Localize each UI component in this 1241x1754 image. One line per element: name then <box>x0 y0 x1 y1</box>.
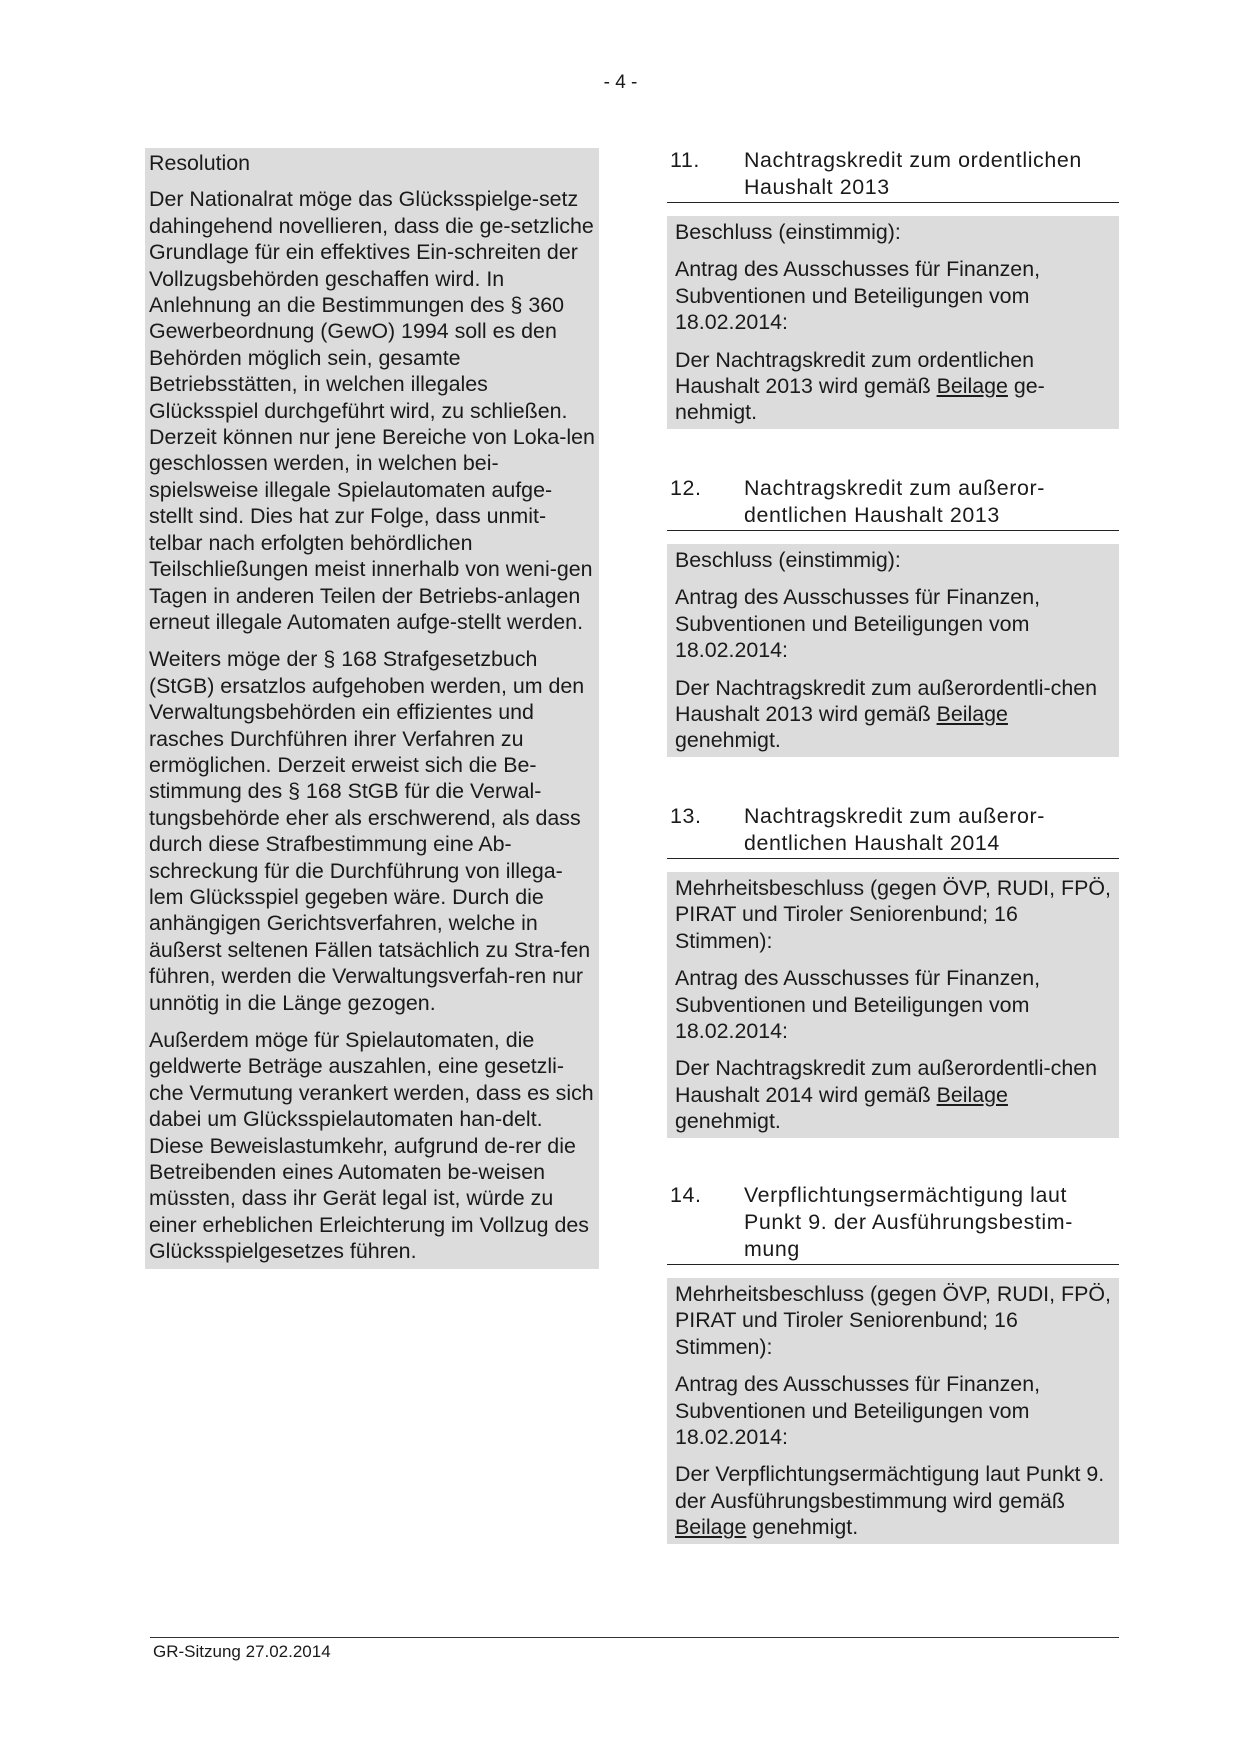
beilage-link[interactable]: Beilage <box>936 702 1008 727</box>
decision-label: Mehrheitsbeschluss (gegen ÖVP, RUDI, FPÖ, PIRAT und Tiroler Seniorenbund; 16 Stimmen): <box>675 1282 1111 1359</box>
divider <box>667 530 1119 531</box>
page-number: - 4 - <box>603 72 638 93</box>
resolution-box <box>145 148 599 1269</box>
decision-box <box>667 872 1119 1138</box>
item-heading <box>667 1182 1119 1263</box>
item-title: Nachtragskredit zum ordentlichen Haushalt 2013 <box>744 148 1082 199</box>
agenda-item-12 <box>667 475 1119 757</box>
resolution-text-after: ge-nehmigt. <box>675 374 1045 425</box>
resolution-text <box>675 347 1113 426</box>
item-heading <box>667 803 1119 857</box>
item-number: 11. <box>670 148 700 172</box>
item-heading <box>667 475 1119 529</box>
divider <box>667 1264 1119 1265</box>
agenda-item-13 <box>667 803 1119 1138</box>
decision-label: Beschluss (einstimmig): <box>675 220 901 244</box>
agenda-item-11 <box>667 147 1119 429</box>
motion-text: Antrag des Ausschusses für Finanzen, Subventionen und Beteiligungen vom 18.02.2014: <box>675 966 1041 1044</box>
resolution-text-after: genehmigt. <box>746 1515 859 1540</box>
resolution-text-before: Der Nachtragskredit zum außerordentli-chen Haushalt 2014 wird gemäß <box>675 1056 1098 1107</box>
decision-label: Beschluss (einstimmig): <box>675 548 901 572</box>
motion-text: Antrag des Ausschusses für Finanzen, Subventionen und Beteiligungen vom 18.02.2014: <box>675 585 1041 663</box>
item-title: Nachtragskredit zum außeror-dentlichen Haushalt 2013 <box>744 476 1045 527</box>
footer-divider <box>150 1637 1119 1638</box>
item-title: Nachtragskredit zum außeror-dentlichen Haushalt 2014 <box>744 804 1045 855</box>
beilage-link[interactable]: Beilage <box>936 1082 1008 1107</box>
divider <box>667 858 1119 859</box>
resolution-text-before: Der Verpflichtungsermächtigung laut Punkt 9. der Ausführungsbestimmung wird gemäß <box>675 1462 1105 1513</box>
resolution-text-before: Der Nachtragskredit zum außerordentli-chen Haushalt 2013 wird gemäß <box>675 675 1098 727</box>
item-number: 14. <box>670 1183 702 1207</box>
decision-box <box>667 216 1119 429</box>
motion-text: Antrag des Ausschusses für Finanzen, Subventionen und Beteiligungen vom 18.02.2014: <box>675 1372 1041 1450</box>
item-number: 12. <box>670 476 702 500</box>
resolution-text-before: Der Nachtragskredit zum ordentlichen Haushalt 2013 wird gemäß <box>675 347 1035 399</box>
resolution-text-after: genehmigt. <box>675 1109 781 1134</box>
resolution-paragraph: Der Nationalrat möge das Glücksspielge-setz dahingehend novellieren, dass die ge-setzliche Grundlage für ein effektives Ein-schreiten der Vollzugsbehörden geschaffen wird. In Anlehnung an die Bestimmungen des § 360 Gewerbeordnung (GewO) 1994 soll es den Behörden möglich sein, gesamte Betriebsstätten, in welchen illegales Glücksspiel durchgeführt wird, zu schließen. Derzeit können nur jene Bereiche von Loka-len geschlossen werden, in welchen bei-spielsweise illegale Spielautomaten aufge-stellt sind. Dies hat zur Folge, dass unmit-telbar nach erfolgten behördlichen Teilschließungen meist innerhalb von weni-gen Tagen in anderen Teilen der Betriebs-anlagen erneut illegale Automaten aufge-stellt werden. <box>149 187 595 634</box>
footer-session-date: GR-Sitzung 27.02.2014 <box>153 1642 331 1661</box>
resolution-paragraph: Weiters möge der § 168 Strafgesetzbuch (StGB) ersatzlos aufgehoben werden, um den Verwaltungsbehörden ein effizientes und rasches Durchführen ihrer Verfahren zu ermöglichen. Derzeit erweist sich die Be-stimmung des § 168 StGB für die Verwal-tungsbehörde eher als erschwerend, als dass durch diese Strafbestimmung eine Ab-schreckung für die Durchführung von illega-lem Glücksspiel gegeben wäre. Durch die anhängigen Gerichtsverfahren, welche in äußerst seltenen Fällen tatsächlich zu Stra-fen führen, werden die Verwaltungsverfah-ren nur unnötig in die Länge gezogen. <box>149 647 591 1015</box>
resolution-heading: Resolution <box>149 151 251 175</box>
resolution-text-after: genehmigt. <box>675 728 781 753</box>
resolution-paragraph: Außerdem möge für Spielautomaten, die geldwerte Beträge auszahlen, eine gesetzli-che Vermutung verankert werden, dass es sich dabei um Glücksspielautomaten han-delt. Diese Beweislastumkehr, aufgrund de-rer die Betreibenden eines Automaten be-weisen müssten, dass ihr Gerät legal ist, würde zu einer erheblichen Erleichterung im Vollzug des Glücksspielgesetzes führen. <box>149 1028 594 1264</box>
decision-label: Mehrheitsbeschluss (gegen ÖVP, RUDI, FPÖ, PIRAT und Tiroler Seniorenbund; 16 Stimmen): <box>675 876 1111 953</box>
beilage-link[interactable]: Beilage <box>675 1515 747 1540</box>
resolution-text <box>675 1461 1113 1540</box>
resolution-text <box>675 675 1113 754</box>
item-heading <box>667 147 1119 201</box>
divider <box>667 202 1119 203</box>
item-number: 13. <box>670 804 702 828</box>
decision-box <box>667 1278 1119 1544</box>
item-title: Verpflichtungsermächtigung laut Punkt 9. der Ausführungsbestim-mung <box>744 1183 1073 1261</box>
agenda-item-14 <box>667 1182 1119 1544</box>
resolution-text <box>675 1055 1113 1134</box>
decision-box <box>667 544 1119 757</box>
beilage-link[interactable]: Beilage <box>936 374 1008 399</box>
motion-text: Antrag des Ausschusses für Finanzen, Subventionen und Beteiligungen vom 18.02.2014: <box>675 257 1041 335</box>
